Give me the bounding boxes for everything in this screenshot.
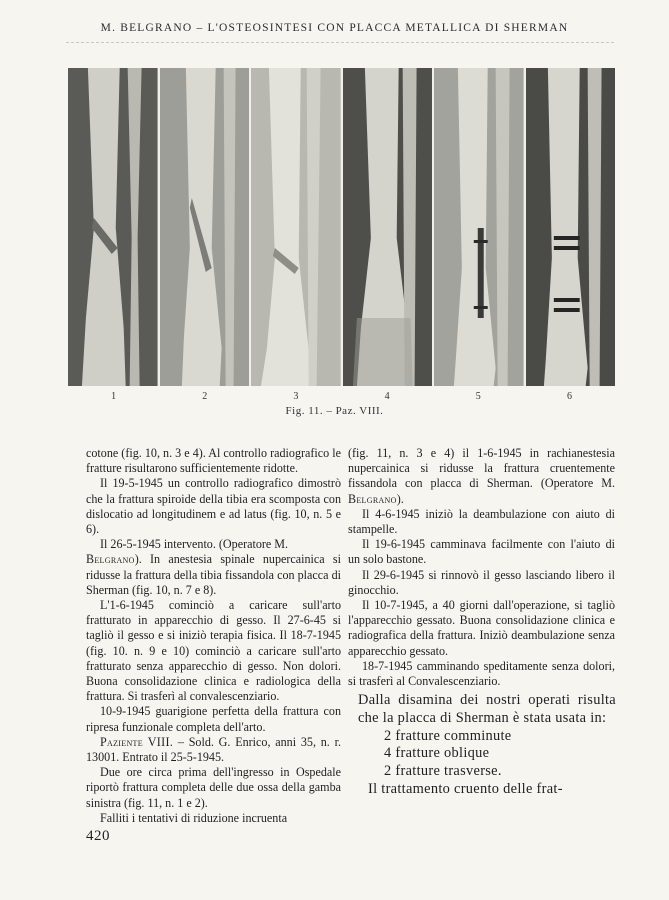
- header-title: L'OSTEOSINTESI CON PLACCA METALLICA DI SHERMAN: [207, 22, 569, 34]
- conclusion-item: 2 fratture comminute: [384, 727, 512, 744]
- paragraph-text: ). In anestesia spinale nupercainica si ridusse la frattura della tibia fissandola con placca di Sherman (fig. 10, n. 7 e 8).: [86, 552, 341, 597]
- conclusion-item: 4 fratture oblique: [384, 745, 490, 762]
- paragraph-text: (fig. 11, n. 3 e 4) il 1-6-1945 in rachianestesia nupercainica si ridusse la frattura cruentemente fissandola con placca di Sherman. (Operatore M.: [348, 446, 615, 491]
- paragraph: 18-7-1945 camminando speditamente senza dolori, si trasferì al Convalescenziario.: [348, 658, 615, 689]
- panel-number: 5: [475, 391, 481, 402]
- paragraph: Il 26-5-1945 intervento. (Operatore M.: [100, 537, 289, 552]
- conclusion-item: 2 fratture trasverse.: [384, 763, 502, 780]
- panel-number: 3: [293, 391, 299, 402]
- xray-panel-1: [68, 68, 160, 386]
- right-column: [348, 446, 615, 689]
- surgeon-name: Belgrano: [348, 491, 397, 506]
- paragraph: L'1-6-1945 cominciò a caricare sull'arto fratturato in apparecchio di gesso. Il 27-6-45 si tagliò il gesso e si iniziò terapia fisica. Il 18-7-1945 (fig. 10. n. 9 e 10) cominciò a caricare sull'arto fratturato senza apparecchio di gesso. Non dolori. Buona consolidazione clinica e radiologica della frattura. Si trasferì al convalescenziario.: [86, 598, 341, 704]
- patient-heading: [86, 735, 341, 765]
- header-separator: –: [196, 22, 204, 34]
- panel-number: 1: [111, 391, 117, 402]
- figure-caption: Fig. 11. – Paz. VIII.: [285, 405, 384, 417]
- header-author: M. BELGRANO: [100, 22, 193, 34]
- conclusion-intro: Dalla disamina dei nostri operati risulta che la placca di Sherman è stata usata in:: [358, 692, 616, 726]
- paragraph: Il 10-7-1945, a 40 giorni dall'operazione, si tagliò l'apparecchio gessato. Buona consolidazione clinica e radiografica della frattura. Iniziò deambulazione senza apparecchio gessato.: [348, 598, 615, 658]
- surgeon-name: Belgrano: [86, 552, 135, 567]
- paragraph-tail: ).: [396, 491, 404, 506]
- header-rule: [66, 42, 614, 43]
- left-column: [86, 446, 341, 826]
- paragraph: [86, 552, 341, 598]
- xray-figure: [68, 68, 615, 386]
- paragraph: 10-9-1945 guarigione perfetta della frattura con ripresa funzionale completa dell'arto.: [86, 704, 341, 734]
- xray-panel-6: [526, 68, 616, 386]
- paragraph: Falliti i tentativi di riduzione incruenta: [100, 810, 288, 825]
- paragraph: Il 19-5-1945 un controllo radiografico dimostrò che la frattura spiroide della tibia era scomposta con dislocatio ad longitudinem e ad latus (fig. 10, n. 5 e 6).: [86, 476, 341, 537]
- xray-panel-2: [160, 68, 252, 386]
- paragraph: cotone (fig. 10, n. 3 e 4). Al controllo radiografico le fratture risultarono sufficientemente ridotte.: [86, 446, 341, 476]
- figure-panel-numbers: [68, 391, 615, 402]
- paragraph: Il 19-6-1945 camminava facilmente con l'aiuto di un solo bastone.: [348, 537, 615, 567]
- paragraph: [348, 446, 615, 507]
- patient-label: Paziente VIII.: [100, 734, 174, 749]
- paragraph-text: – Sold. G. Enrico, anni 35, n. r. 13001. Entrato il 25-5-1945.: [86, 734, 341, 765]
- paragraph: Il 4-6-1945 iniziò la deambulazione con aiuto di stampelle.: [348, 506, 615, 537]
- panel-number: 6: [566, 391, 572, 402]
- conclusion-block: [358, 692, 616, 799]
- xray-panel-4: [343, 68, 435, 386]
- running-header: [0, 22, 669, 34]
- xray-panel-3: [251, 68, 343, 386]
- conclusion-last-line: Il trattamento cruento delle frat-: [368, 780, 563, 797]
- paragraph: Due ore circa prima dell'ingresso in Ospedale riportò frattura completa delle due ossa della gamba sinistra (fig. 11, n. 1 e 2).: [86, 765, 341, 810]
- panel-number: 4: [384, 391, 390, 402]
- panel-number: 2: [202, 391, 208, 402]
- page-number: 420: [86, 828, 110, 844]
- paragraph: Il 29-6-1945 si rinnovò il gesso lasciando libero il ginocchio.: [348, 567, 615, 597]
- xray-panel-5: [434, 68, 526, 386]
